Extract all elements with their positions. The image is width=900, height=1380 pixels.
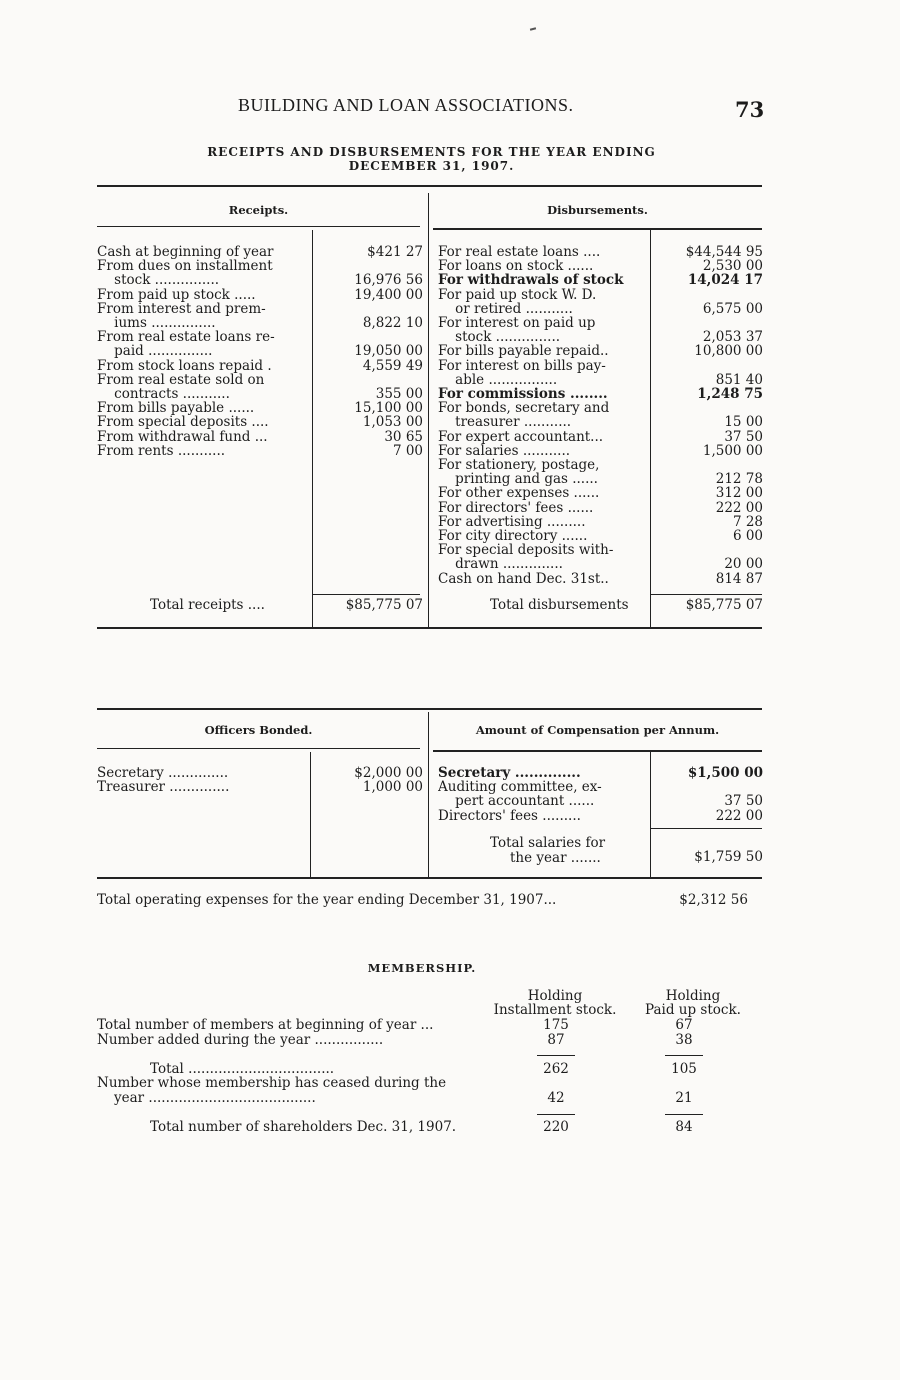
disbursements-row-label: able ................ <box>438 372 558 387</box>
receipts-row-amount: $421 27 <box>367 244 423 260</box>
membership-subtotal-rule-a <box>537 1055 575 1056</box>
receipts-row-label: stock ............... <box>97 273 220 288</box>
disbursements-total-amount: $85,775 07 <box>685 597 763 613</box>
report-title-line1: RECEIPTS AND DISBURSEMENTS FOR THE YEAR ENDING <box>207 145 656 159</box>
compensation-total-label-1: Total salaries for <box>490 835 606 851</box>
receipts-total-label: Total receipts .... <box>150 597 265 613</box>
compensation-row-amount: 222 00 <box>715 807 763 824</box>
membership-installment-value: 87 <box>547 1032 565 1048</box>
receipts-row-label: iums ............... <box>97 316 216 331</box>
disbursements-row-amount: 2,053 37 <box>702 329 763 346</box>
disbursements-row-label: For special deposits with- <box>438 543 614 558</box>
disbursements-row-label: printing and gas ...... <box>438 472 598 487</box>
receipts-row-amount: 1,053 00 <box>362 414 423 431</box>
disbursements-row-label: treasurer ........... <box>438 415 572 430</box>
receipts-row-label: From stock loans repaid . <box>97 358 272 373</box>
compensation-heading-rule <box>433 750 762 752</box>
membership-row-label: Total number of members at beginning of year ... <box>97 1017 434 1033</box>
disbursements-row-label: For paid up stock W. D. <box>438 287 597 302</box>
receipts-row-amount: 16,976 56 <box>354 272 423 289</box>
disbursements-row-label: stock ............... <box>438 330 561 345</box>
disbursements-total-label: Total disbursements <box>490 597 629 613</box>
membership-paidup-value: 67 <box>675 1017 693 1033</box>
disbursements-row-label: For bonds, secretary and <box>438 401 610 416</box>
disbursements-row-amount: 312 00 <box>715 485 763 502</box>
membership-paidup-value: 38 <box>675 1032 693 1048</box>
receipts-row-label: From real estate loans re- <box>97 330 275 345</box>
officers-row-label: Secretary .............. <box>97 766 229 781</box>
receipts-row-label: From rents ........... <box>97 443 226 458</box>
receipts-row-amount: 15,100 00 <box>354 400 423 417</box>
disbursements-row-amount: 222 00 <box>715 499 763 516</box>
receipts-row-label: contracts ........... <box>97 387 230 402</box>
membership-col2-header-1: Holding <box>665 988 721 1004</box>
membership-row-label: year ....................................... <box>114 1090 316 1106</box>
receipts-row-amount: 30 65 <box>384 428 423 445</box>
receipts-row-label: From dues on installment <box>97 259 273 274</box>
report-title <box>100 145 763 173</box>
disbursements-row-label: For directors' fees ...... <box>438 500 594 515</box>
membership-col2-header-2: Paid up stock. <box>645 1002 741 1018</box>
operating-expenses-label: Total operating expenses for the year ending December 31, 1907... <box>97 892 557 908</box>
disbursements-row-amount: 15 00 <box>724 414 763 431</box>
officers-heading: Officers Bonded. <box>204 723 313 737</box>
disbursements-row-amount: 212 78 <box>715 471 763 488</box>
running-head: BUILDING AND LOAN ASSOCIATIONS. <box>238 95 574 115</box>
compensation-row-label: Auditing committee, ex- <box>438 780 602 795</box>
membership-subtotal-rule-b <box>665 1055 703 1056</box>
membership-row-label: Total .................................. <box>150 1061 335 1077</box>
officers-row-amount: $2,000 00 <box>354 765 423 781</box>
officers-heading-rule <box>97 748 420 749</box>
disbursements-row-label: For real estate loans .... <box>438 245 601 260</box>
disbursements-row-amount: 6 00 <box>732 528 763 544</box>
page-number: 73 <box>735 97 765 122</box>
table-center-rule <box>428 193 429 627</box>
membership-installment-value: 262 <box>543 1061 569 1077</box>
receipts-total-amount: $85,775 07 <box>345 597 423 613</box>
disbursements-row-label: For commissions ........ <box>438 387 608 402</box>
membership-paidup-value: 84 <box>675 1119 693 1135</box>
disbursements-row-label: For stationery, postage, <box>438 458 600 473</box>
membership-heading: MEMBERSHIP. <box>367 961 477 975</box>
disbursements-row-amount: $44,544 95 <box>685 244 763 260</box>
disbursements-row-amount: 1,248 75 <box>697 386 763 402</box>
membership-row-label: Number added during the year ................ <box>97 1032 384 1048</box>
compensation-row-label: Secretary .............. <box>438 766 581 781</box>
receipts-row-label: Cash at beginning of year <box>97 245 274 260</box>
compensation-row-amount: 37 50 <box>724 793 763 810</box>
disbursements-row-amount: 814 87 <box>715 570 763 587</box>
disbursements-row-amount: 37 50 <box>724 428 763 445</box>
membership-installment-value: 42 <box>547 1090 565 1106</box>
membership-row-label: Number whose membership has ceased during the <box>97 1075 447 1091</box>
membership-installment-value: 175 <box>543 1017 569 1033</box>
disbursements-row-label: For loans on stock ...... <box>438 259 594 274</box>
disbursements-row-label: For bills payable repaid.. <box>438 344 609 359</box>
paper-speck <box>530 27 536 30</box>
receipts-row-label: paid ............... <box>97 344 213 359</box>
receipts-heading: Receipts. <box>228 203 289 217</box>
disbursements-row-label: For salaries ........... <box>438 443 571 458</box>
receipts-row-label: From special deposits .... <box>97 415 269 430</box>
officers-row-amount: 1,000 00 <box>362 779 423 796</box>
table-top-rule <box>97 185 762 187</box>
disbursements-heading-rule <box>433 228 762 230</box>
receipts-row-label: From interest and prem- <box>97 301 266 316</box>
receipts-heading-rule <box>97 226 420 227</box>
officers-bottom-rule <box>97 877 762 879</box>
compensation-row-label: Directors' fees ......... <box>438 808 581 823</box>
officers-center-rule <box>428 712 429 878</box>
receipts-row-label: From paid up stock ..... <box>97 287 256 302</box>
disbursements-row-amount: 7 28 <box>732 513 763 530</box>
compensation-total-amount: $1,759 50 <box>694 849 763 865</box>
disbursements-row-amount: 14,024 17 <box>687 272 763 289</box>
disbursements-row-amount: 2,530 00 <box>702 258 763 275</box>
disbursements-row-label: For interest on paid up <box>438 316 596 331</box>
disbursements-row-amount: 851 40 <box>715 371 763 388</box>
compensation-row-amount: $1,500 00 <box>687 765 763 781</box>
disbursements-row-label: Cash on hand Dec. 31st.. <box>438 571 609 586</box>
disbursements-total-rule <box>650 594 762 595</box>
disbursements-row-amount: 6,575 00 <box>702 300 763 317</box>
receipts-row-amount: 19,400 00 <box>354 286 423 303</box>
disbursements-row-label: For expert accountant... <box>438 429 604 444</box>
membership-paidup-value: 21 <box>675 1090 693 1106</box>
disbursements-heading: Disbursements. <box>547 203 648 217</box>
disbursements-row-label: For advertising ......... <box>438 514 586 529</box>
receipts-row-label: From bills payable ...... <box>97 401 255 416</box>
membership-row-label: Total number of shareholders Dec. 31, 1907. <box>150 1119 457 1135</box>
receipts-row-amount: 19,050 00 <box>354 343 423 360</box>
receipts-row-amount: 7 00 <box>392 442 423 459</box>
disbursements-row-amount: 20 00 <box>724 556 763 573</box>
receipts-row-label: From real estate sold on <box>97 372 265 387</box>
report-title-line2: DECEMBER 31, 1907. <box>348 159 515 173</box>
compensation-heading: Amount of Compensation per Annum. <box>475 723 720 737</box>
officers-top-rule <box>97 708 762 710</box>
receipts-row-amount: 8,822 10 <box>362 315 423 331</box>
operating-expenses-amount: $2,312 56 <box>679 892 748 908</box>
disbursements-row-label: For city directory ...... <box>438 529 588 544</box>
disbursements-row-amount: 1,500 00 <box>702 442 763 459</box>
compensation-total-rule <box>650 828 762 829</box>
table-bottom-rule <box>97 627 762 629</box>
receipts-row-amount: 4,559 49 <box>362 357 423 374</box>
receipts-total-rule <box>312 594 420 595</box>
disbursements-row-label: or retired ........... <box>438 301 573 316</box>
membership-total-rule-b <box>665 1114 703 1115</box>
officers-row-label: Treasurer .............. <box>97 780 230 795</box>
compensation-total-label-2: the year ....... <box>510 850 601 866</box>
membership-total-rule-a <box>537 1114 575 1115</box>
receipts-row-label: From withdrawal fund ... <box>97 429 268 444</box>
disbursements-row-label: For withdrawals of stock <box>438 273 624 288</box>
disbursements-row-label: drawn .............. <box>438 557 563 572</box>
disbursements-row-label: For interest on bills pay- <box>438 358 606 373</box>
disbursements-row-amount: 10,800 00 <box>694 343 763 360</box>
membership-col1-header-1: Holding <box>527 988 583 1004</box>
membership-installment-value: 220 <box>543 1119 569 1135</box>
compensation-row-label: pert accountant ...... <box>438 794 595 809</box>
membership-paidup-value: 105 <box>671 1061 697 1077</box>
receipts-row-amount: 355 00 <box>375 386 423 402</box>
membership-col1-header-2: Installment stock. <box>493 1002 617 1018</box>
disbursements-row-label: For other expenses ...... <box>438 486 600 501</box>
